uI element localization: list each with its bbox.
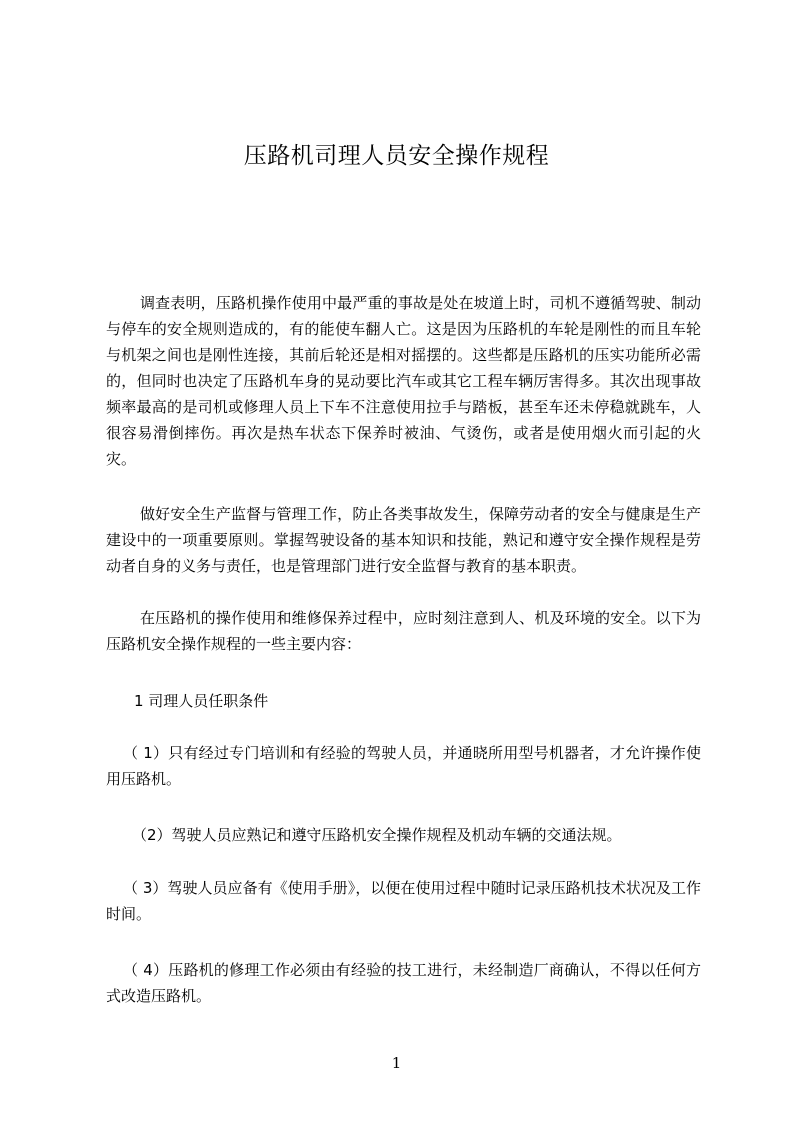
- item-4: （ 4）压路机的修理工作必须由有经验的技工进行，未经制造厂商确认，不得以任何方式改造压路机。: [106, 961, 701, 1005]
- paragraph-2-block: [106, 501, 701, 579]
- paragraph-3: 在压路机的操作使用和维修保养过程中，应时刻注意到人、机及环境的安全。以下为压路机安全操作规程的一些主要内容：: [106, 609, 701, 653]
- page-number: 1: [391, 1054, 402, 1072]
- paragraph-1: 调查表明，压路机操作使用中最严重的事故是处在坡道上时，司机不遵循驾驶、制动与停车的安全规则造成的，有的能使车翻人亡。这是因为压路机的车轮是刚性的而且车轮与机架之间也是刚性连接，其前后轮还是相对摇摆的。这些都是压路机的压实功能所必需的，但同时也决定了压路机车身的晃动要比汽车或其它工程车辆厉害得多。其次出现事故频率最高的是司机或修理人员上下车不注意使用拉手与踏板，甚至车还未停稳就跳车，人很容易滑倒摔伤。再次是热车状态下保养时被油、气烫伤，或者是使用烟火而引起的火灾。: [106, 294, 701, 468]
- item-2: （2）驾驶人员应熟记和遵守压路机安全操作规程及机动车辆的交通法规。: [132, 826, 622, 844]
- item-4-block: [106, 957, 701, 1009]
- item-2-block: [106, 822, 701, 848]
- item-1-block: [106, 740, 701, 792]
- paragraph-3-block: [106, 605, 701, 657]
- document-title: 压路机司理人员安全操作规程: [243, 143, 550, 169]
- paragraph-2: 做好安全生产监督与管理工作，防止各类事故发生，保障劳动者的安全与健康是生产建设中的一项重要原则。掌握驾驶设备的基本知识和技能，熟记和遵守安全操作规程是劳动者自身的义务与责任，也是管理部门进行安全监督与教育的基本职责。: [106, 505, 701, 575]
- item-3: （ 3）驾驶人员应备有《使用手册》，以便在使用过程中随时记录压路机技术状况及工作时间。: [106, 879, 701, 923]
- paragraph-1-block: [106, 290, 701, 472]
- section-heading-block: [106, 688, 701, 714]
- item-3-block: [106, 875, 701, 927]
- section-heading-1: 1 司理人员任职条件: [134, 692, 269, 710]
- item-1: （ 1）只有经过专门培训和有经验的驾驶人员，并通晓所用型号机器者，才允许操作使用压路机。: [106, 744, 701, 788]
